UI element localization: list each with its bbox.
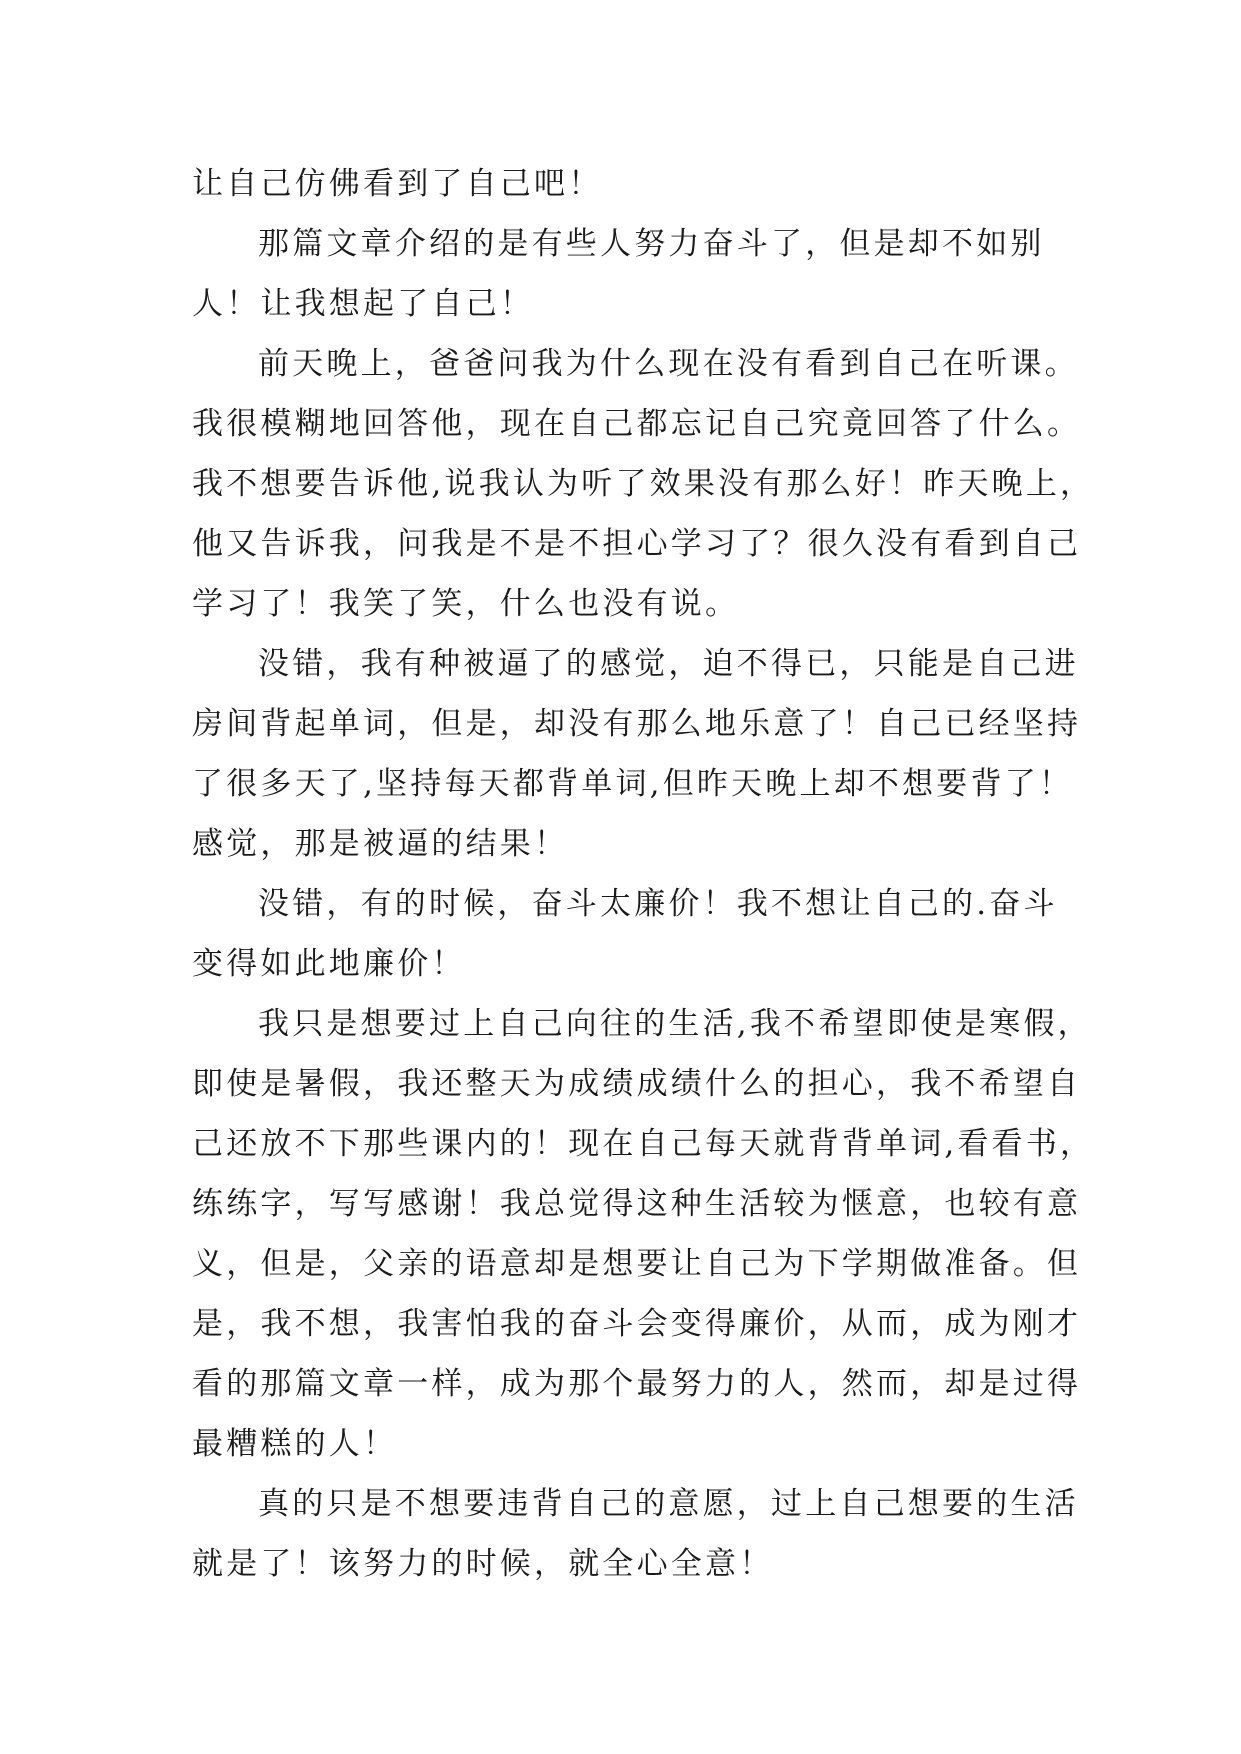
- paragraph-6: [192, 1474, 1079, 1594]
- text-line: 变得如此地廉价！: [192, 946, 466, 982]
- paragraph-5: [192, 994, 1095, 1474]
- document-body: [192, 154, 1095, 1594]
- text-line: 学习了！我笑了笑，什么也没有说。: [192, 586, 740, 622]
- text-line: 那篇文章介绍的是有些人努力奋斗了，但是却不如别: [258, 226, 1045, 262]
- text-line: 没错，我有种被逼了的感觉，迫不得已，只能是自己进: [258, 646, 1079, 682]
- text-line: 最糟糕的人！: [192, 1426, 398, 1462]
- paragraph-4: [192, 874, 1058, 994]
- text-line: 了很多天了,坚持每天都背单词,但昨天晚上却不想要背了！: [192, 766, 1074, 802]
- text-line: 人！让我想起了自己！: [192, 286, 534, 322]
- text-line: 即使是暑假，我还整天为成绩成绩什么的担心，我不希望自: [192, 1066, 1082, 1102]
- paragraph-2: [192, 334, 1095, 634]
- text-line: 就是了！该努力的时候，就全心全意！: [192, 1546, 774, 1582]
- text-line: 看的那篇文章一样，成为那个最努力的人，然而，却是过得: [192, 1366, 1082, 1402]
- text-line: 我只是想要过上自己向往的生活,我不希望即使是寒假，: [258, 1006, 1092, 1042]
- text-line: 我不想要告诉他,说我认为听了效果没有那么好！昨天晚上，: [192, 466, 1095, 502]
- text-line: 义，但是，父亲的语意却是想要让自己为下学期做准备。但: [192, 1246, 1082, 1282]
- text-line: 真的只是不想要违背自己的意愿，过上自己想要的生活: [258, 1486, 1079, 1522]
- paragraph-1: [192, 214, 1052, 334]
- text-line: 己还放不下那些课内的！现在自己每天就背背单词,看看书，: [192, 1126, 1095, 1162]
- text-line: 没错，有的时候，奋斗太廉价！我不想让自己的.奋斗: [258, 886, 1058, 922]
- text-line: 练练字，写写感谢！我总觉得这种生活较为惬意，也较有意: [192, 1186, 1082, 1222]
- text-line: 前天晚上，爸爸问我为什么现在没有看到自己在听课。: [258, 346, 1079, 382]
- text-line: 房间背起单词，但是，却没有那么地乐意了！自己已经坚持: [192, 706, 1082, 742]
- paragraph-3: [192, 634, 1082, 874]
- text-line: 他又告诉我，问我是不是不担心学习了？很久没有看到自己: [192, 526, 1082, 562]
- text-line: 我很模糊地回答他，现在自己都忘记自己究竟回答了什么。: [192, 406, 1082, 442]
- text-line: 让自己仿佛看到了自己吧！: [192, 166, 603, 202]
- paragraph-0: [192, 154, 1052, 214]
- text-line: 是，我不想，我害怕我的奋斗会变得廉价，从而，成为刚才: [192, 1306, 1082, 1342]
- text-line: 感觉，那是被逼的结果！: [192, 826, 569, 862]
